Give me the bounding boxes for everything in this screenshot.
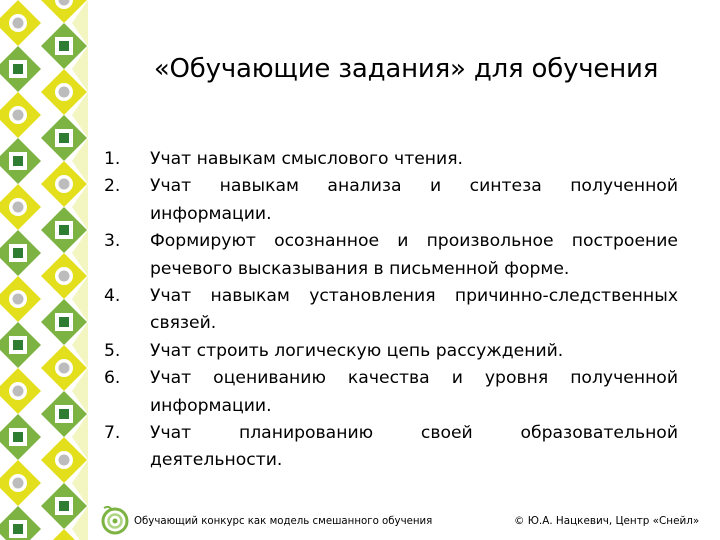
pattern-circle-core — [59, 179, 70, 190]
list-item-text: Учат навыкам смыслового чтения. — [150, 149, 463, 169]
slide-title: «Обучающие задания» для обучения — [153, 54, 659, 84]
pattern-square-core — [59, 409, 69, 419]
pattern-square-core — [13, 432, 23, 442]
pattern-square-core — [59, 41, 69, 51]
pattern-circle-core — [13, 386, 24, 397]
footer-copyright: © Ю.А. Нацкевич, Центр «Снейл» — [514, 515, 700, 527]
list-item-number: 6. — [104, 368, 121, 389]
list-item — [104, 146, 678, 173]
pattern-square-core — [59, 225, 69, 235]
list-item-text: Учат строить логическую цепь рассуждений. — [150, 340, 564, 361]
list-item — [104, 420, 678, 475]
list-item-text: Учат навыкам анализа и синтеза полученной информации. — [150, 176, 678, 224]
pattern-circle-core — [13, 478, 24, 489]
list-item-number: 4. — [104, 286, 121, 307]
list-item-number: 3. — [104, 231, 121, 252]
list-item — [104, 283, 678, 338]
pattern-circle-core — [59, 271, 70, 282]
pattern-circle-core — [59, 87, 70, 98]
list-item-number: 5. — [104, 340, 121, 361]
footer-contest-text: Обучающий конкурс как модель смешанного обучения — [134, 516, 433, 527]
list-item — [104, 228, 678, 283]
pattern-square-core — [13, 524, 23, 534]
list-item — [104, 365, 678, 420]
pattern-circle-core — [13, 110, 24, 121]
pattern-circle-core — [59, 363, 70, 374]
list-item-number: 1. — [104, 149, 121, 169]
pattern-circle-core — [13, 294, 24, 305]
pattern-square-core — [13, 248, 23, 258]
pattern-circle-core — [13, 18, 24, 29]
snail-logo-icon — [100, 505, 130, 535]
list-item-text: Учат планированию своей образовательной деятельности. — [150, 423, 678, 471]
pattern-circle-core — [59, 455, 70, 466]
pattern-square-core — [13, 64, 23, 74]
task-list — [104, 146, 678, 475]
decorative-side-pattern — [0, 0, 88, 540]
list-item — [104, 173, 678, 228]
pattern-square-core — [13, 340, 23, 350]
list-item-text: Формируют осознанное и произвольное построение речевого высказывания в письменной форме. — [150, 231, 678, 279]
pattern-square-core — [59, 133, 69, 143]
list-item-number: 7. — [104, 423, 121, 444]
pattern-square-core — [13, 156, 23, 166]
list-item — [104, 338, 678, 365]
list-item-text: Учат навыкам установления причинно-следственных связей. — [150, 286, 678, 334]
pattern-square-core — [59, 317, 69, 327]
pattern-circle-core — [13, 202, 24, 213]
list-item-number: 2. — [104, 176, 121, 197]
pattern-square-core — [59, 501, 69, 511]
list-item-text: Учат оцениванию качества и уровня полученной информации. — [150, 368, 678, 416]
